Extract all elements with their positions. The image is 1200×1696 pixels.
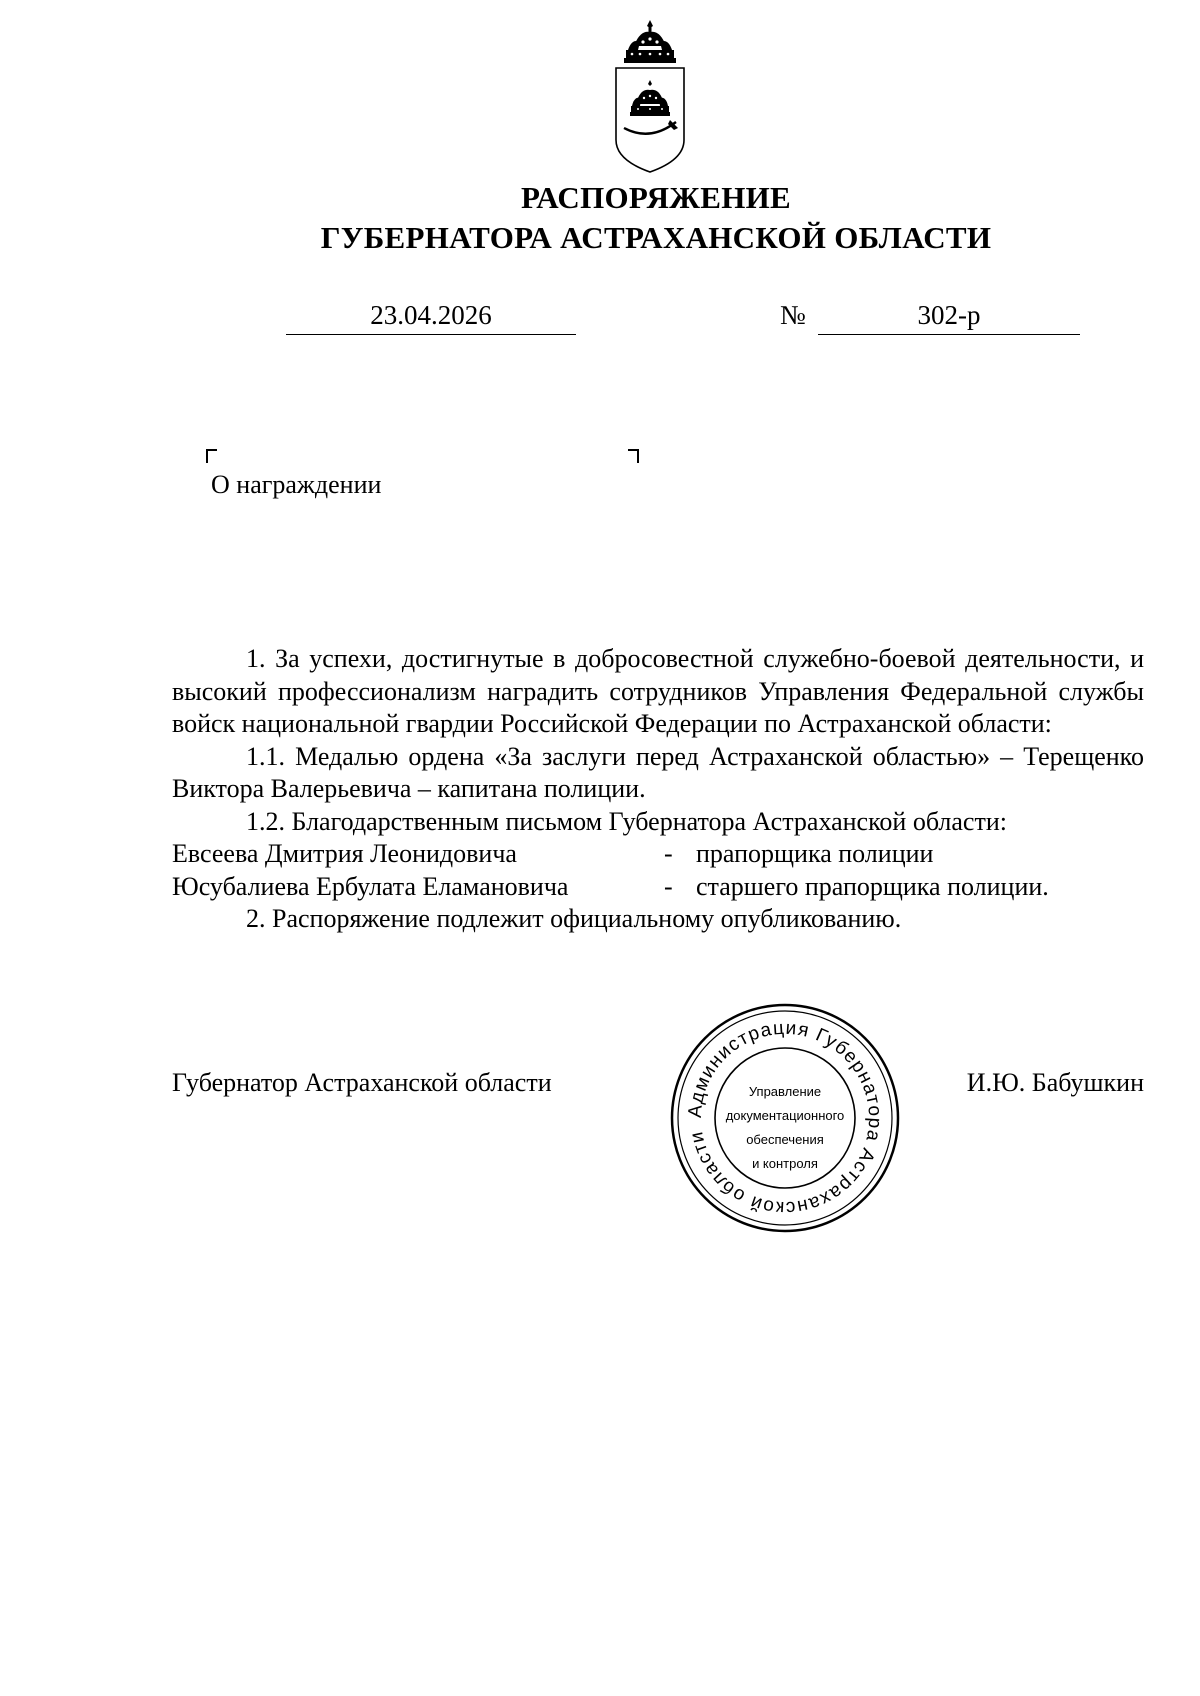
stamp-center-line: обеспечения: [746, 1132, 824, 1147]
recipient-dash: -: [664, 839, 673, 868]
recipient-rank: прапорщика полиции: [696, 839, 934, 868]
recipient-name: Евсеева Дмитрия Леонидовича: [172, 839, 517, 868]
official-stamp: [668, 1001, 902, 1235]
number-sign: №: [780, 300, 806, 330]
stamp-center-line: Управление: [748, 1084, 822, 1099]
stamp-ring-text: Администрация Губернатора Астраханской области: [684, 1017, 886, 1219]
recipient-dash: -: [664, 871, 673, 901]
document-subject: О награждении: [211, 470, 382, 499]
document-body: [172, 643, 1144, 936]
recipients-list: [172, 838, 1144, 903]
paragraph-1-2: 1.2. Благодарственным письмом Губернатора Астраханской области:: [246, 806, 1007, 836]
recipient-row: [172, 871, 1144, 904]
paragraph-1: 1. За успехи, достигнутые в добросовестной служебно-боевой деятельности, и высокий профессионализм наградить сотрудников Управления Федеральной службы войск национальной гвардии Российской Федерации по Астраханской области:: [172, 644, 1144, 738]
signatory-name: И.Ю. Бабушкин: [966, 1068, 1144, 1097]
subject-corner-right: [628, 449, 639, 463]
recipient-row: [172, 838, 1144, 871]
subject-corner-left: [206, 449, 217, 463]
stamp-center-line: и контроля: [752, 1156, 818, 1171]
recipient-rank: старшего прапорщика полиции.: [696, 871, 1049, 901]
document-title: РАСПОРЯЖЕНИЕ: [520, 180, 792, 215]
document-date: 23.04.2026: [286, 300, 576, 335]
paragraph-1-1: 1.1. Медалью ордена «За заслуги перед Астраханской областью» – Терещенко Виктора Валерьевича – капитана полиции.: [172, 741, 1144, 803]
document-issuer: ГУБЕРНАТОРА АСТРАХАНСКОЙ ОБЛАСТИ: [320, 220, 992, 255]
stamp-center-line: документационного: [725, 1108, 845, 1123]
document-number: 302-р: [818, 300, 1080, 335]
signatory-position: Губернатор Астраханской области: [172, 1068, 552, 1097]
paragraph-2: 2. Распоряжение подлежит официальному опубликованию.: [246, 904, 902, 933]
coat-of-arms-icon: [610, 20, 690, 176]
recipient-name: Юсубалиева Ербулата Еламановича: [172, 871, 569, 901]
